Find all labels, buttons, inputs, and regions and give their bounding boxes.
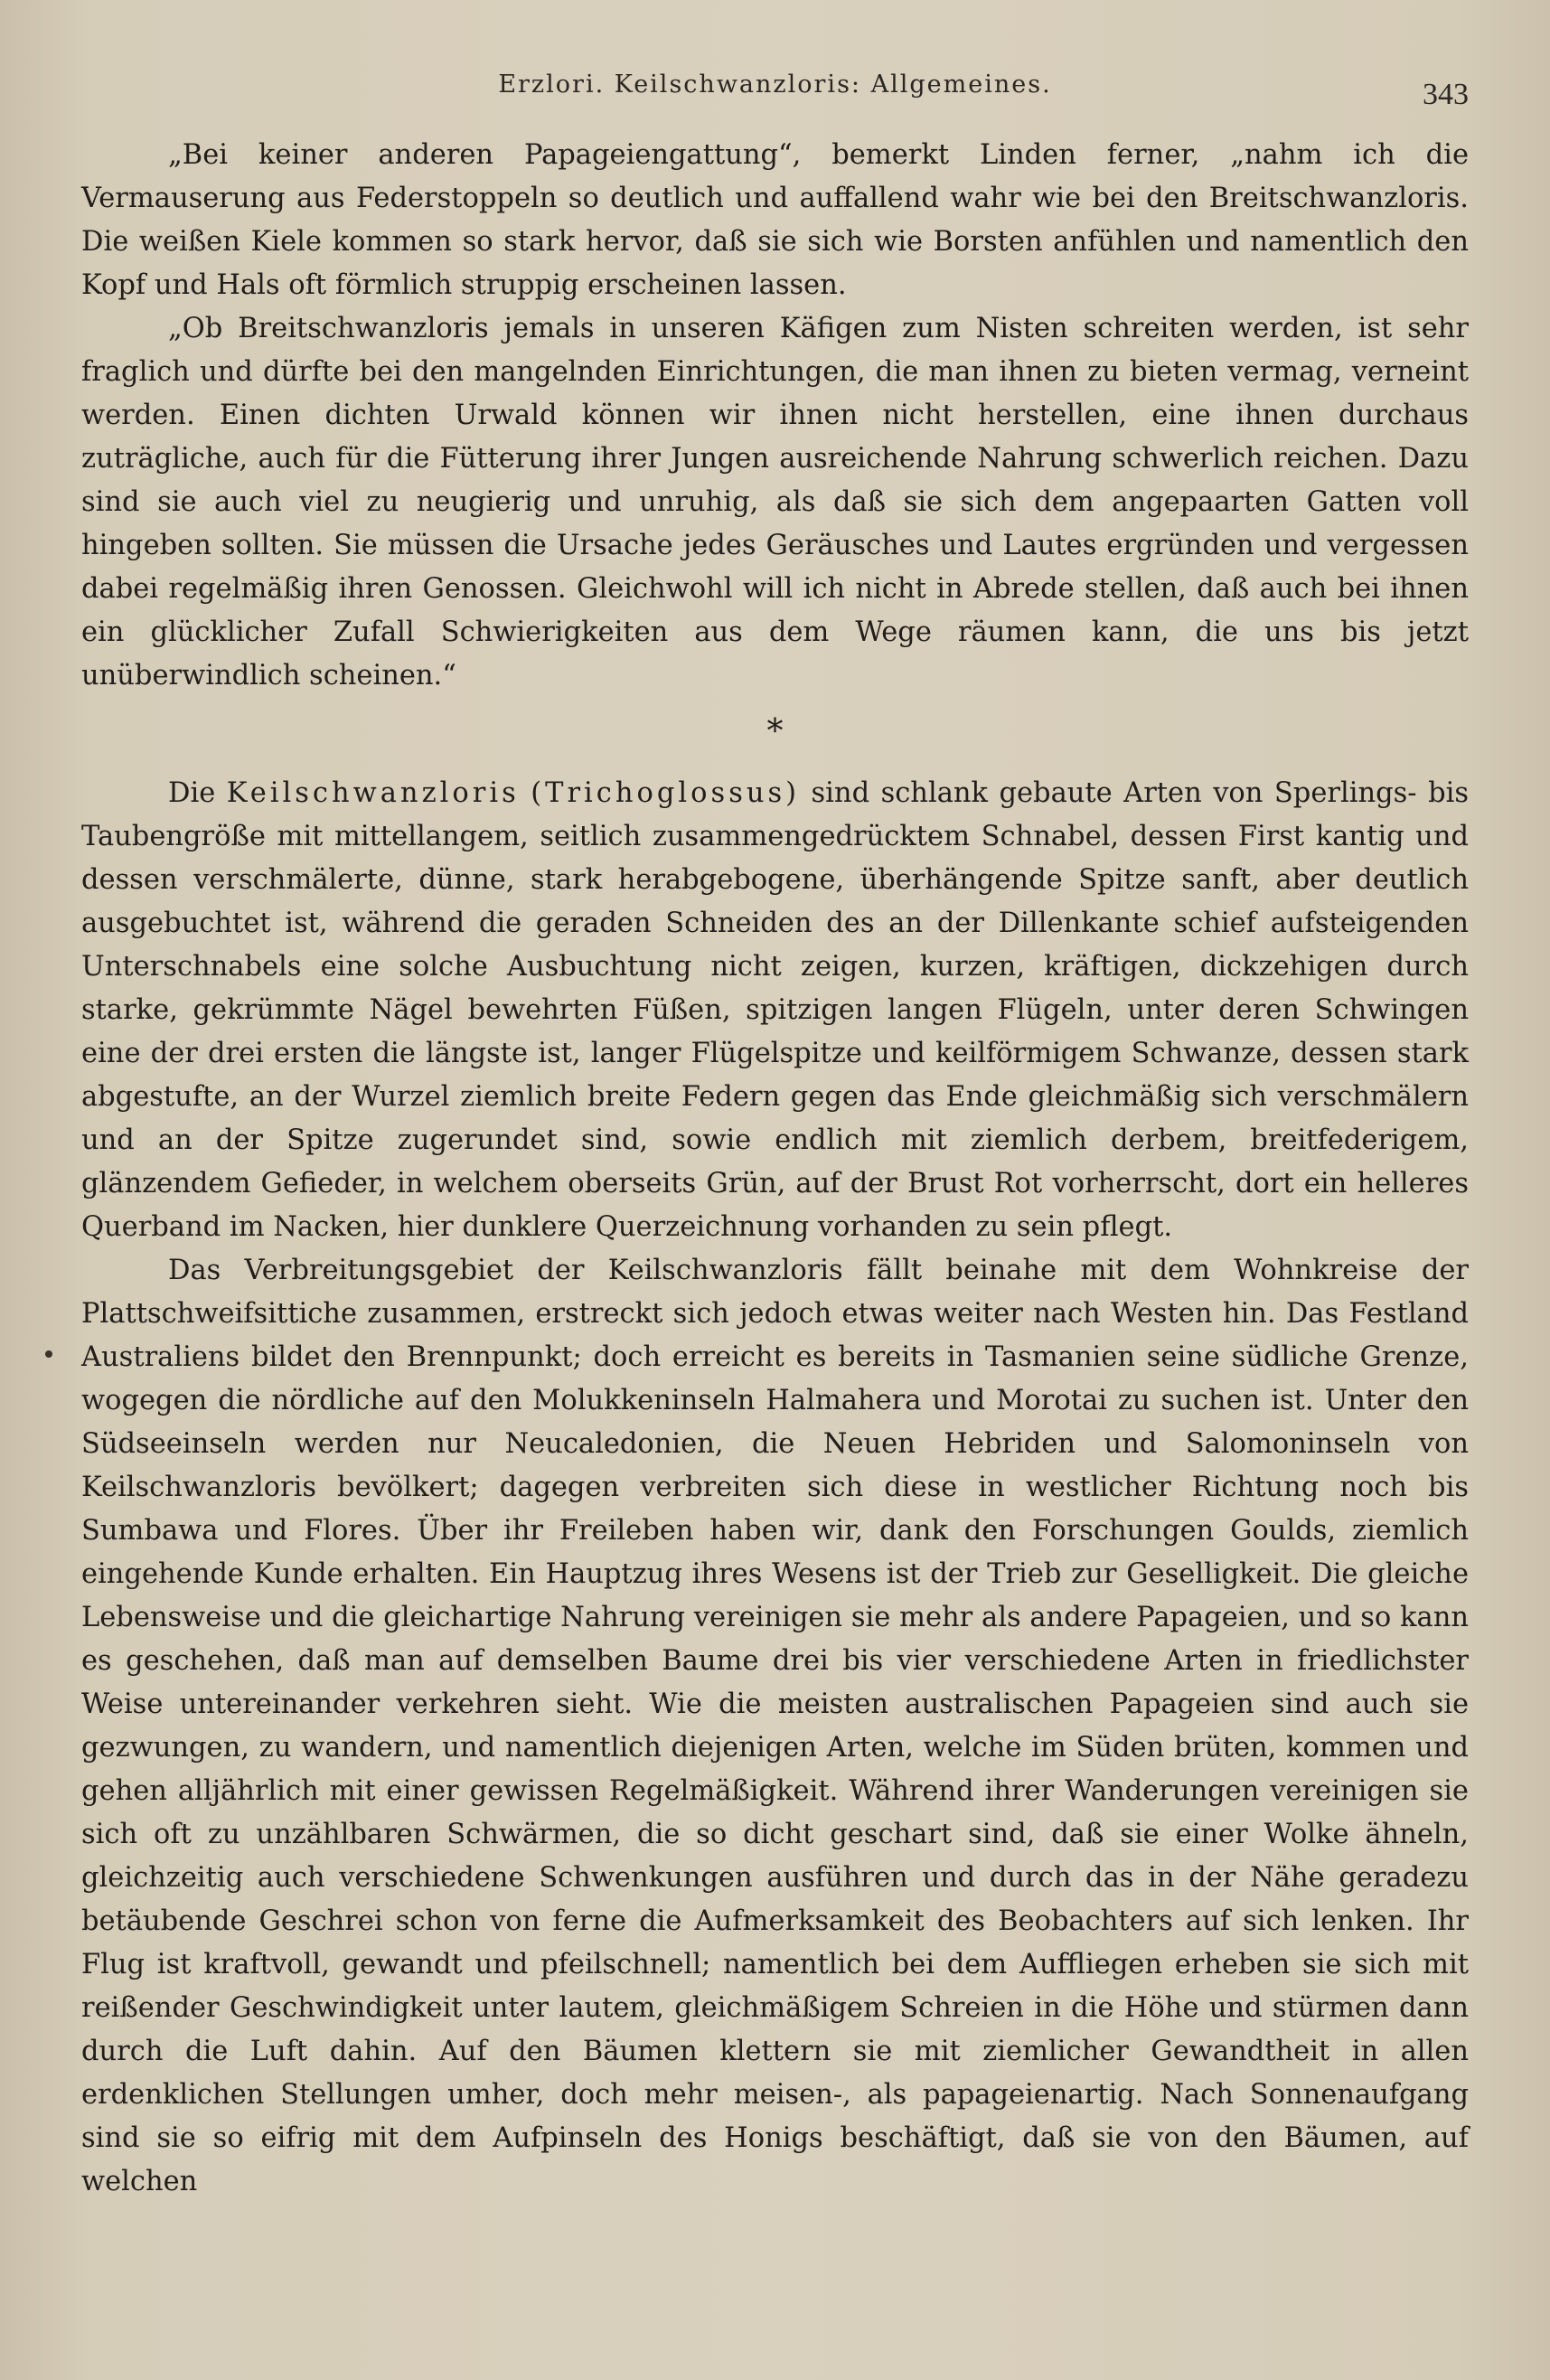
page-header [81, 71, 1469, 116]
paragraph-linden-quote-2: „Ob Breitschwanzloris jemals in unseren Käfigen zum Nisten schreiten werden, ist sehr fraglich und dürfte bei den mangelnden Einrichtungen, die man ihnen zu bieten vermag, verneint werden. Einen dichten Urwald können wir ihnen nicht herstellen, eine ihnen durchaus zuträgliche, auch für die Fütterung ihrer Jungen ausreichende Nahrung schwerlich reichen. Dazu sind sie auch viel zu neugierig und unruhig, als daß sie sich dem angepaarten Gatten voll hingeben sollten. Sie müssen die Ursache jedes Geräusches und Lautes ergründen und vergessen dabei regelmäßig ihren Genossen. Gleichwohl will ich nicht in Abrede stellen, daß auch bei ihnen ein glücklicher Zufall Schwierigkeiten aus dem Wege räumen kann, die uns bis jetzt unüberwindlich scheinen.“ [81, 313, 1469, 691]
paragraph-distribution: Das Verbreitungsgebiet der Keilschwanzloris fällt beinahe mit dem Wohnkreise der Plattschweifsittiche zusammen, erstreckt sich jedoch etwas weiter nach Westen hin. Das Festland Australiens bildet den Brennpunkt; doch erreicht es bereits in Tasmanien seine südliche Grenze, wogegen die nördliche auf den Molukkeninseln Halmahera und Morotai zu suchen ist. Unter den Südseeinseln werden nur Neucaledonien, die Neuen Hebriden und Salomoninseln von Keilschwanzloris bevölkert; dagegen verbreiten sich diese in westlicher Richtung noch bis Sumbawa und Flores. Über ihr Freileben haben wir, dank den Forschungen Goulds, ziemlich eingehende Kunde erhalten. Ein Hauptzug ihres Wesens ist der Trieb zur Geselligkeit. Die gleiche Lebensweise und die gleichartige Nahrung vereinigen sie mehr als andere Papageien, und so kann es geschehen, daß man auf demselben Baume drei bis vier verschiedene Arten in friedlichster Weise untereinander verkehren sieht. Wie die meisten australischen Papageien sind auch sie gezwungen, zu wandern, und namentlich diejenigen Arten, welche im Süden brüten, kommen und gehen alljährlich mit einer gewissen Regelmäßigkeit. Während ihrer Wanderungen vereinigen sie sich oft zu unzählbaren Schwärmen, die so dicht geschart sind, daß sie einer Wolke ähneln, gleichzeitig auch verschiedene Schwenkungen ausführen und durch das in der Nähe geradezu betäubende Geschrei schon von ferne die Aufmerksamkeit des Beobachters auf sich lenken. Ihr Flug ist kraftvoll, gewandt und pfeilschnell; namentlich bei dem Auffliegen erheben sie sich mit reißender Geschwindigkeit unter lautem, gleichmäßigem Schreien in die Höhe und stürmen dann durch die Luft dahin. Auf den Bäumen klettern sie mit ziemlicher Gewandtheit in allen erdenklichen Stellungen umher, doch mehr meisen-, als papageienartig. Nach Sonnenaufgang sind sie so eifrig mit dem Aufpinseln des Honigs beschäftigt, daß sie von den Bäumen, auf welchen [81, 1255, 1469, 2197]
paragraph-linden-quote-1: „Bei keiner anderen Papageiengattung“, bemerkt Linden ferner, „nahm ich die Vermauserung aus Federstoppeln so deutlich und auffallend wahr wie bei den Breitschwanzloris. Die weißen Kiele kommen so stark hervor, daß sie sich wie Borsten anfühlen und namentlich den Kopf und Hals oft förmlich struppig erscheinen lassen. [81, 139, 1469, 301]
margin-mark-dot [45, 1350, 52, 1358]
genus-description-text: sind schlank gebaute Arten von Sperlings- bis Taubengröße mit mittellangem, seitlich zusammengedrücktem Schnabel, dessen First kantig und dessen verschmälerte, dünne, stark herabgebogene, überhängende Spitze sanft, aber deutlich ausgebuchtet ist, während die geraden Schneiden des an der Dillenkante schief aufsteigenden Unterschnabels eine solche Ausbuchtung nicht zeigen, kurzen, kräftigen, dickzehigen durch starke, gekrümmte Nägel bewehrten Füßen, spitzigen langen Flügeln, unter deren Schwingen eine der drei ersten die längste ist, langer Flügelspitze und keilförmigem Schwanze, dessen stark abgestufte, an der Wurzel ziemlich breite Federn gegen das Ende gleichmäßig sich verschmälern und an der Spitze zugerundet sind, sowie endlich mit ziemlich derbem, breitfederigem, glänzendem Gefieder, in welchem oberseits Grün, auf der Brust Rot vorherrscht, dort ein helleres Querband im Nacken, hier dunklere Querzeichnung vorhanden zu sein pflegt. [81, 777, 1469, 1243]
genus-name: Keilschwanzloris [226, 777, 520, 809]
genus-intro-text: Die [168, 777, 227, 809]
section-separator: * [766, 713, 784, 750]
running-head: Erzlori. Keilschwanzloris: Allgemeines. [498, 71, 1052, 99]
genus-latin-name: (Trichoglossus) [531, 777, 801, 809]
body-text [81, 134, 1469, 2204]
paragraph-genus-description [81, 772, 1469, 1249]
page-number: 343 [1423, 78, 1469, 111]
